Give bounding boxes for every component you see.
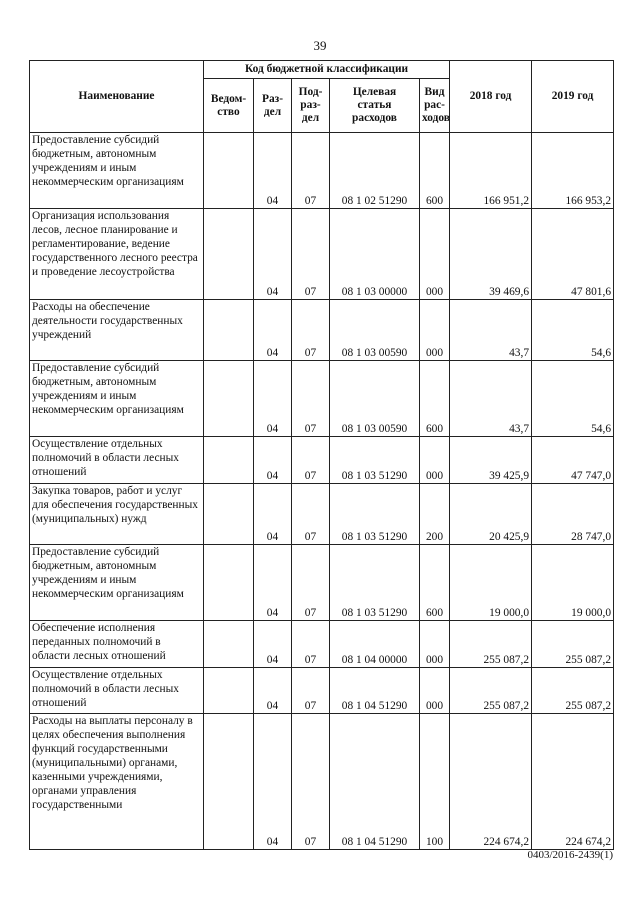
cell-razdel: 04: [254, 714, 292, 850]
cell-podrazdel: 07: [292, 437, 330, 484]
cell-vedomstvo: [204, 545, 254, 621]
cell-2019: 47 801,6: [532, 209, 614, 300]
cell-vid-rashodov: 000: [420, 668, 450, 714]
cell-razdel: 04: [254, 209, 292, 300]
cell-2018: 39 425,9: [450, 437, 532, 484]
table-row: [30, 300, 614, 361]
cell-celevaya-statya: 08 1 02 51290: [330, 133, 420, 209]
cell-2019: 47 747,0: [532, 437, 614, 484]
table-row: [30, 437, 614, 484]
budget-table: [29, 60, 614, 850]
header-name: Наименование: [30, 61, 204, 133]
cell-2019: 255 087,2: [532, 621, 614, 668]
cell-razdel: 04: [254, 133, 292, 209]
cell-vedomstvo: [204, 361, 254, 437]
cell-name: Организация использования лесов, лесное планирование и регламентирование, ведение государственного лесного реестра и проведение лесоустройства: [30, 209, 204, 300]
table-row: [30, 668, 614, 714]
header-podrazdel: Под- раз- дел: [292, 79, 330, 133]
table-row: [30, 714, 614, 850]
cell-name: Расходы на обеспечение деятельности государственных учреждений: [30, 300, 204, 361]
table-row: [30, 361, 614, 437]
cell-celevaya-statya: 08 1 03 00000: [330, 209, 420, 300]
cell-podrazdel: 07: [292, 668, 330, 714]
table-row: [30, 209, 614, 300]
cell-name: Предоставление субсидий бюджетным, автономным учреждениям и иным некоммерческим организациям: [30, 545, 204, 621]
cell-2019: 255 087,2: [532, 668, 614, 714]
table-row: [30, 484, 614, 545]
cell-2019: 224 674,2: [532, 714, 614, 850]
cell-vid-rashodov: 100: [420, 714, 450, 850]
cell-2019: 54,6: [532, 300, 614, 361]
cell-2018: 43,7: [450, 361, 532, 437]
header-year-2019: 2019 год: [532, 61, 614, 133]
cell-name: Обеспечение исполнения переданных полномочий в области лесных отношений: [30, 621, 204, 668]
cell-vid-rashodov: 600: [420, 361, 450, 437]
cell-2018: 166 951,2: [450, 133, 532, 209]
header-celevaya-statya: Целевая статья расходов: [330, 79, 420, 133]
cell-vid-rashodov: 200: [420, 484, 450, 545]
cell-celevaya-statya: 08 1 03 51290: [330, 484, 420, 545]
cell-2018: 39 469,6: [450, 209, 532, 300]
cell-name: Осуществление отдельных полномочий в области лесных отношений: [30, 437, 204, 484]
cell-2019: 54,6: [532, 361, 614, 437]
cell-vedomstvo: [204, 209, 254, 300]
cell-celevaya-statya: 08 1 04 51290: [330, 668, 420, 714]
cell-razdel: 04: [254, 484, 292, 545]
cell-name: Осуществление отдельных полномочий в области лесных отношений: [30, 668, 204, 714]
cell-name: Предоставление субсидий бюджетным, автономным учреждениям и иным некоммерческим организациям: [30, 361, 204, 437]
cell-2019: 19 000,0: [532, 545, 614, 621]
cell-vedomstvo: [204, 300, 254, 361]
cell-podrazdel: 07: [292, 545, 330, 621]
cell-podrazdel: 07: [292, 484, 330, 545]
cell-celevaya-statya: 08 1 04 00000: [330, 621, 420, 668]
header-razdel: Раз- дел: [254, 79, 292, 133]
cell-razdel: 04: [254, 621, 292, 668]
cell-vedomstvo: [204, 484, 254, 545]
cell-razdel: 04: [254, 545, 292, 621]
table-row: [30, 133, 614, 209]
cell-2019: 166 953,2: [532, 133, 614, 209]
cell-razdel: 04: [254, 361, 292, 437]
header-vedomstvo: Ведом- ство: [204, 79, 254, 133]
cell-vid-rashodov: 600: [420, 133, 450, 209]
cell-name: Закупка товаров, работ и услуг для обеспечения государственных (муниципальных) нужд: [30, 484, 204, 545]
cell-razdel: 04: [254, 668, 292, 714]
cell-2018: 224 674,2: [450, 714, 532, 850]
cell-podrazdel: 07: [292, 714, 330, 850]
cell-name: Расходы на выплаты персоналу в целях обеспечения выполнения функций государственными (муниципальными) органами, казенными учреждениями, органами управления государственными: [30, 714, 204, 850]
cell-celevaya-statya: 08 1 03 51290: [330, 545, 420, 621]
table-row: [30, 545, 614, 621]
cell-celevaya-statya: 08 1 03 00590: [330, 300, 420, 361]
cell-vid-rashodov: 000: [420, 437, 450, 484]
cell-vid-rashodov: 000: [420, 300, 450, 361]
cell-2018: 255 087,2: [450, 668, 532, 714]
table-row: [30, 621, 614, 668]
cell-vedomstvo: [204, 133, 254, 209]
cell-2018: 43,7: [450, 300, 532, 361]
cell-podrazdel: 07: [292, 621, 330, 668]
cell-2018: 20 425,9: [450, 484, 532, 545]
cell-2018: 19 000,0: [450, 545, 532, 621]
cell-vedomstvo: [204, 714, 254, 850]
cell-razdel: 04: [254, 437, 292, 484]
cell-podrazdel: 07: [292, 361, 330, 437]
cell-celevaya-statya: 08 1 03 51290: [330, 437, 420, 484]
cell-vid-rashodov: 000: [420, 621, 450, 668]
header-year-2018: 2018 год: [450, 61, 532, 133]
table-header: [30, 61, 614, 133]
cell-2018: 255 087,2: [450, 621, 532, 668]
cell-name: Предоставление субсидий бюджетным, автономным учреждениям и иным некоммерческим организациям: [30, 133, 204, 209]
cell-vedomstvo: [204, 437, 254, 484]
cell-vid-rashodov: 600: [420, 545, 450, 621]
cell-podrazdel: 07: [292, 300, 330, 361]
cell-vedomstvo: [204, 621, 254, 668]
cell-2019: 28 747,0: [532, 484, 614, 545]
document-code: 0403/2016-2439(1): [527, 849, 613, 861]
cell-vid-rashodov: 000: [420, 209, 450, 300]
cell-celevaya-statya: 08 1 03 00590: [330, 361, 420, 437]
cell-podrazdel: 07: [292, 209, 330, 300]
header-budget-code-group: Код бюджетной классификации: [204, 61, 450, 79]
page-number: 39: [313, 38, 327, 53]
cell-podrazdel: 07: [292, 133, 330, 209]
table-body: [30, 133, 614, 850]
header-vid-rashodov: Вид рас- ходов: [420, 79, 450, 133]
cell-razdel: 04: [254, 300, 292, 361]
cell-vedomstvo: [204, 668, 254, 714]
cell-celevaya-statya: 08 1 04 51290: [330, 714, 420, 850]
